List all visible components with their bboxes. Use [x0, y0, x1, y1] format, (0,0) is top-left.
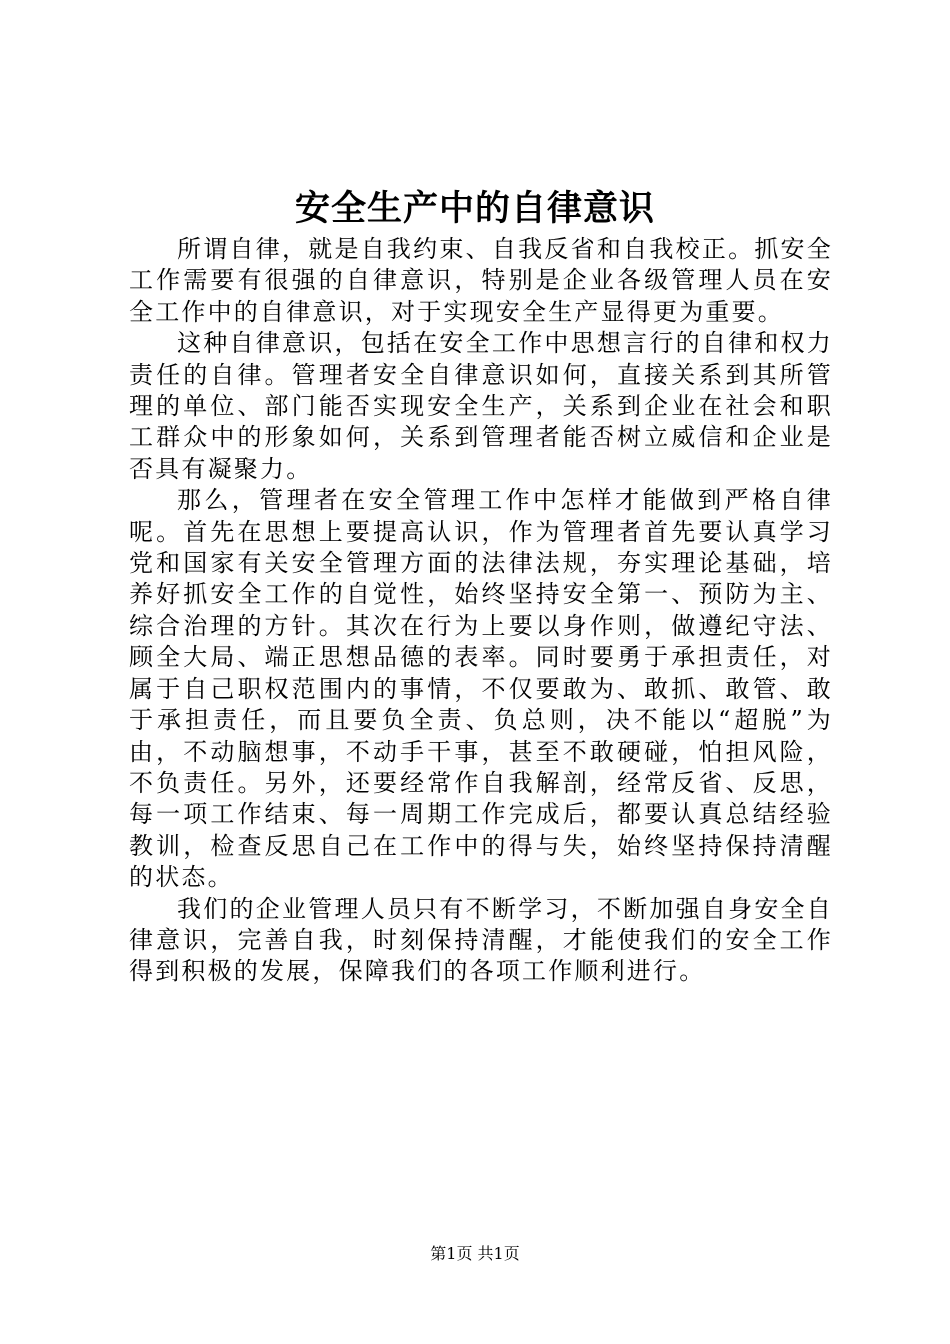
document-body: [129, 234, 833, 988]
paragraph-4: 我们的企业管理人员只有不断学习，不断加强自身安全自律意识，完善自我，时刻保持清醒，才能使我们的安全工作得到积极的发展，保障我们的各项工作顺利进行。: [129, 894, 833, 986]
page-footer: 第1页 共1页: [430, 1244, 520, 1263]
document-title: 安全生产中的自律意识: [294, 188, 655, 229]
paragraph-1: 所谓自律，就是自我约束、自我反省和自我校正。抓安全工作需要有很强的自律意识，特别是企业各级管理人员在安全工作中的自律意识，对于实现安全生产显得更为重要。: [129, 235, 833, 326]
paragraph-3: 那么，管理者在安全管理工作中怎样才能做到严格自律呢。首先在思想上要提高认识，作为管理者首先要认真学习党和国家有关安全管理方面的法律法规，夯实理论基础，培养好抓安全工作的自觉性，始终坚持安全第一、预防为主、综合治理的方针。其次在行为上要以身作则，做遵纪守法、顾全大局、端正思想品德的表率。同时要勇于承担责任，对属于自己职权范围内的事情，不仅要敢为、敢抓、敢管、敢于承担责任，而且要负全责、负总则，决不能以“超脱”为由，不动脑想事，不动手干事，甚至不敢硬碰，怕担风险，不负责任。另外，还要经常作自我解剖，经常反省、反思，每一项工作结束、每一周期工作完成后，都要认真总结经验教训，检查反思自己在工作中的得与失，始终坚持保持清醒的状态。: [129, 486, 833, 892]
paragraph-2: 这种自律意识，包括在安全工作中思想言行的自律和权力责任的自律。管理者安全自律意识如何，直接关系到其所管理的单位、部门能否实现安全生产，关系到企业在社会和职工群众中的形象如何，关系到管理者能否树立威信和企业是否具有凝聚力。: [129, 329, 833, 483]
